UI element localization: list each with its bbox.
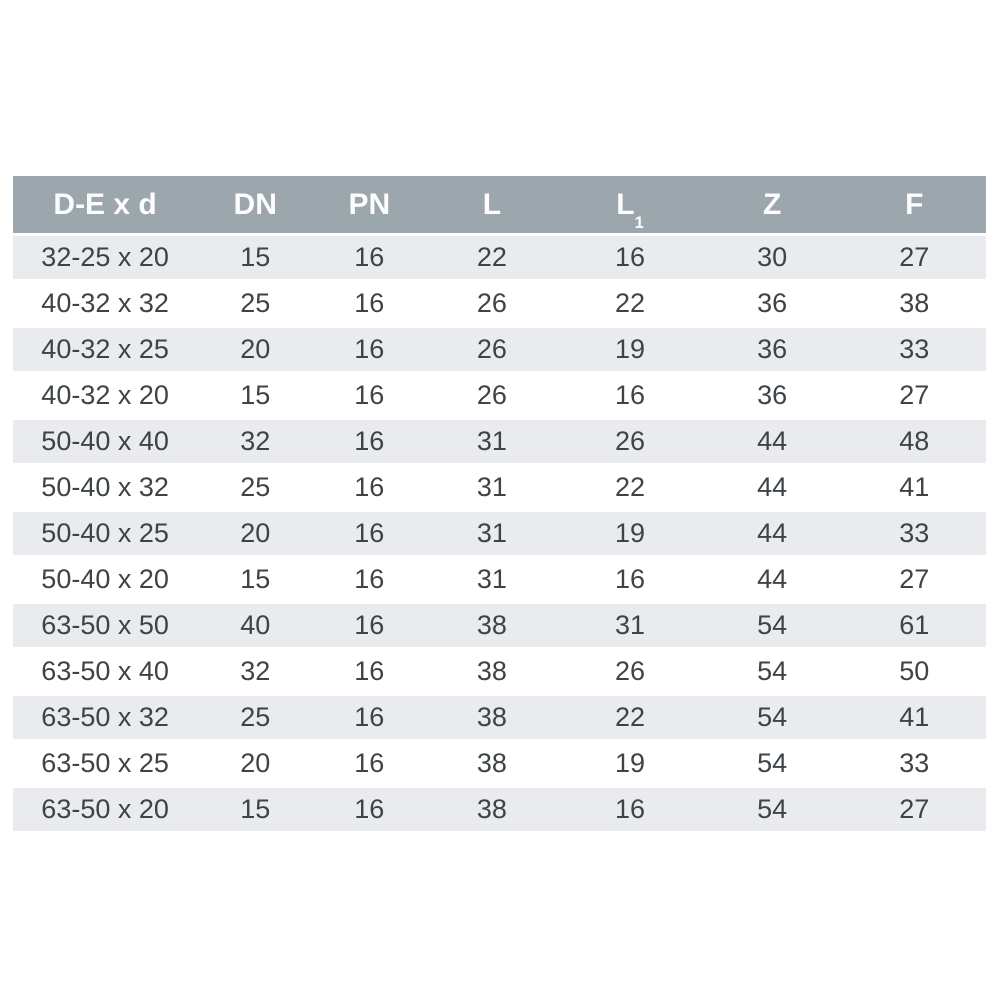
table-cell: 16 <box>614 242 646 272</box>
table-cell: 22 <box>476 242 507 272</box>
table-cell: 16 <box>354 380 385 410</box>
table-cell: 40-32 x 20 <box>41 380 169 410</box>
table-cell: 38 <box>899 288 930 318</box>
table-row <box>13 512 986 555</box>
table-cell: 16 <box>354 702 385 732</box>
table-cell: 32-25 x 20 <box>41 242 169 272</box>
table-cell: 63-50 x 25 <box>41 748 169 778</box>
table-cell: 32 <box>240 426 271 456</box>
table-cell: 16 <box>354 472 385 502</box>
table-cell: 27 <box>899 380 930 410</box>
column-header-dn <box>197 176 313 233</box>
column-header-label: PN <box>348 187 391 221</box>
column-header-label: DN <box>233 187 277 221</box>
table-cell: 26 <box>476 380 507 410</box>
table-cell: 25 <box>240 702 271 732</box>
column-header-label: L <box>616 187 635 221</box>
table-row <box>13 420 986 463</box>
table-row <box>13 328 986 371</box>
column-header-label: F <box>905 187 924 221</box>
table-cell: 38 <box>476 610 507 640</box>
column-header-pn <box>313 176 425 233</box>
table-cell: 15 <box>240 380 271 410</box>
table-cell: 31 <box>476 564 507 594</box>
table-cell: 54 <box>757 610 788 640</box>
table-cell: 50 <box>899 656 930 686</box>
table-cell: 50-40 x 40 <box>41 426 169 456</box>
table-body <box>13 236 986 831</box>
table-cell: 25 <box>240 288 271 318</box>
table-cell: 22 <box>614 472 646 502</box>
table-cell: 19 <box>614 334 646 364</box>
table-cell: 54 <box>757 794 788 824</box>
table-cell: 16 <box>354 656 385 686</box>
table-cell: 31 <box>476 472 507 502</box>
table-cell: 54 <box>757 702 788 732</box>
table-cell: 33 <box>899 334 930 364</box>
table-cell: 16 <box>614 794 646 824</box>
table-cell: 31 <box>614 610 646 640</box>
table-cell: 50-40 x 25 <box>41 518 169 548</box>
column-header-l <box>425 176 558 233</box>
table-row <box>13 788 986 831</box>
table-cell: 54 <box>757 748 788 778</box>
table-cell: 20 <box>240 334 271 364</box>
table-cell: 26 <box>614 656 646 686</box>
table-row <box>13 604 986 647</box>
table-cell: 15 <box>240 564 271 594</box>
column-header-label: L <box>482 187 502 221</box>
table-cell: 38 <box>476 702 507 732</box>
table-header-row <box>13 176 986 233</box>
table-cell: 30 <box>757 242 788 272</box>
table-cell: 50-40 x 20 <box>41 564 169 594</box>
table-cell: 16 <box>354 564 385 594</box>
column-header-label: Z <box>762 187 782 221</box>
table-cell: 26 <box>614 426 646 456</box>
table-cell: 63-50 x 40 <box>41 656 169 686</box>
table-cell: 16 <box>354 610 385 640</box>
column-header-z <box>702 176 843 233</box>
table-cell: 38 <box>476 656 507 686</box>
table-cell: 19 <box>614 518 646 548</box>
table-cell: 44 <box>757 426 788 456</box>
table-cell: 33 <box>899 748 930 778</box>
table-cell: 63-50 x 50 <box>41 610 169 640</box>
table-cell: 16 <box>354 242 385 272</box>
column-header-l1: L 1 <box>616 187 644 232</box>
table-row <box>13 650 986 693</box>
table-cell: 16 <box>614 380 646 410</box>
table-cell: 15 <box>240 242 271 272</box>
table-cell: 27 <box>899 242 930 272</box>
table-cell: 16 <box>354 288 385 318</box>
table-cell: 36 <box>757 380 788 410</box>
table-cell: 27 <box>899 564 930 594</box>
table-cell: 63-50 x 20 <box>41 794 169 824</box>
table-cell: 20 <box>240 748 271 778</box>
table-cell: 41 <box>899 472 930 502</box>
table-row <box>13 236 986 279</box>
table-cell: 38 <box>476 794 507 824</box>
table-cell: 31 <box>476 426 507 456</box>
table-cell: 15 <box>240 794 271 824</box>
table-cell: 33 <box>899 518 930 548</box>
table-cell: 48 <box>899 426 930 456</box>
table-row <box>13 282 986 325</box>
table-cell: 61 <box>899 610 930 640</box>
table-cell: 44 <box>757 472 788 502</box>
table-cell: 54 <box>757 656 788 686</box>
table-cell: 25 <box>240 472 271 502</box>
table-cell: 16 <box>354 518 385 548</box>
table-cell: 19 <box>614 748 646 778</box>
table-cell: 41 <box>899 702 930 732</box>
table-cell: 40-32 x 25 <box>41 334 169 364</box>
table-cell: 16 <box>614 564 646 594</box>
table-cell: 16 <box>354 748 385 778</box>
dimensions-table <box>13 176 986 831</box>
table-cell: 36 <box>757 288 788 318</box>
column-header-f <box>843 176 986 233</box>
table-cell: 22 <box>614 288 646 318</box>
table-cell: 26 <box>476 334 507 364</box>
table-row <box>13 558 986 601</box>
table-cell: 22 <box>614 702 646 732</box>
table-row <box>13 696 986 739</box>
table-cell: 20 <box>240 518 271 548</box>
table-cell: 16 <box>354 426 385 456</box>
table-cell: 38 <box>476 748 507 778</box>
table-row <box>13 742 986 785</box>
column-header-d-e-x-d <box>13 176 197 233</box>
table-cell: 44 <box>757 564 788 594</box>
table-cell: 16 <box>354 794 385 824</box>
table-cell: 36 <box>757 334 788 364</box>
table-cell: 26 <box>476 288 507 318</box>
table-cell: 40 <box>240 610 271 640</box>
table-row <box>13 466 986 509</box>
table-cell: 27 <box>899 794 930 824</box>
table-cell: 63-50 x 32 <box>41 702 169 732</box>
column-header-label: D-E x d <box>53 187 157 221</box>
table-cell: 44 <box>757 518 788 548</box>
table-cell: 16 <box>354 334 385 364</box>
table-row <box>13 374 986 417</box>
table-cell: 40-32 x 32 <box>41 288 169 318</box>
table-cell: 50-40 x 32 <box>41 472 169 502</box>
table-cell: 32 <box>240 656 271 686</box>
table-cell: 31 <box>476 518 507 548</box>
